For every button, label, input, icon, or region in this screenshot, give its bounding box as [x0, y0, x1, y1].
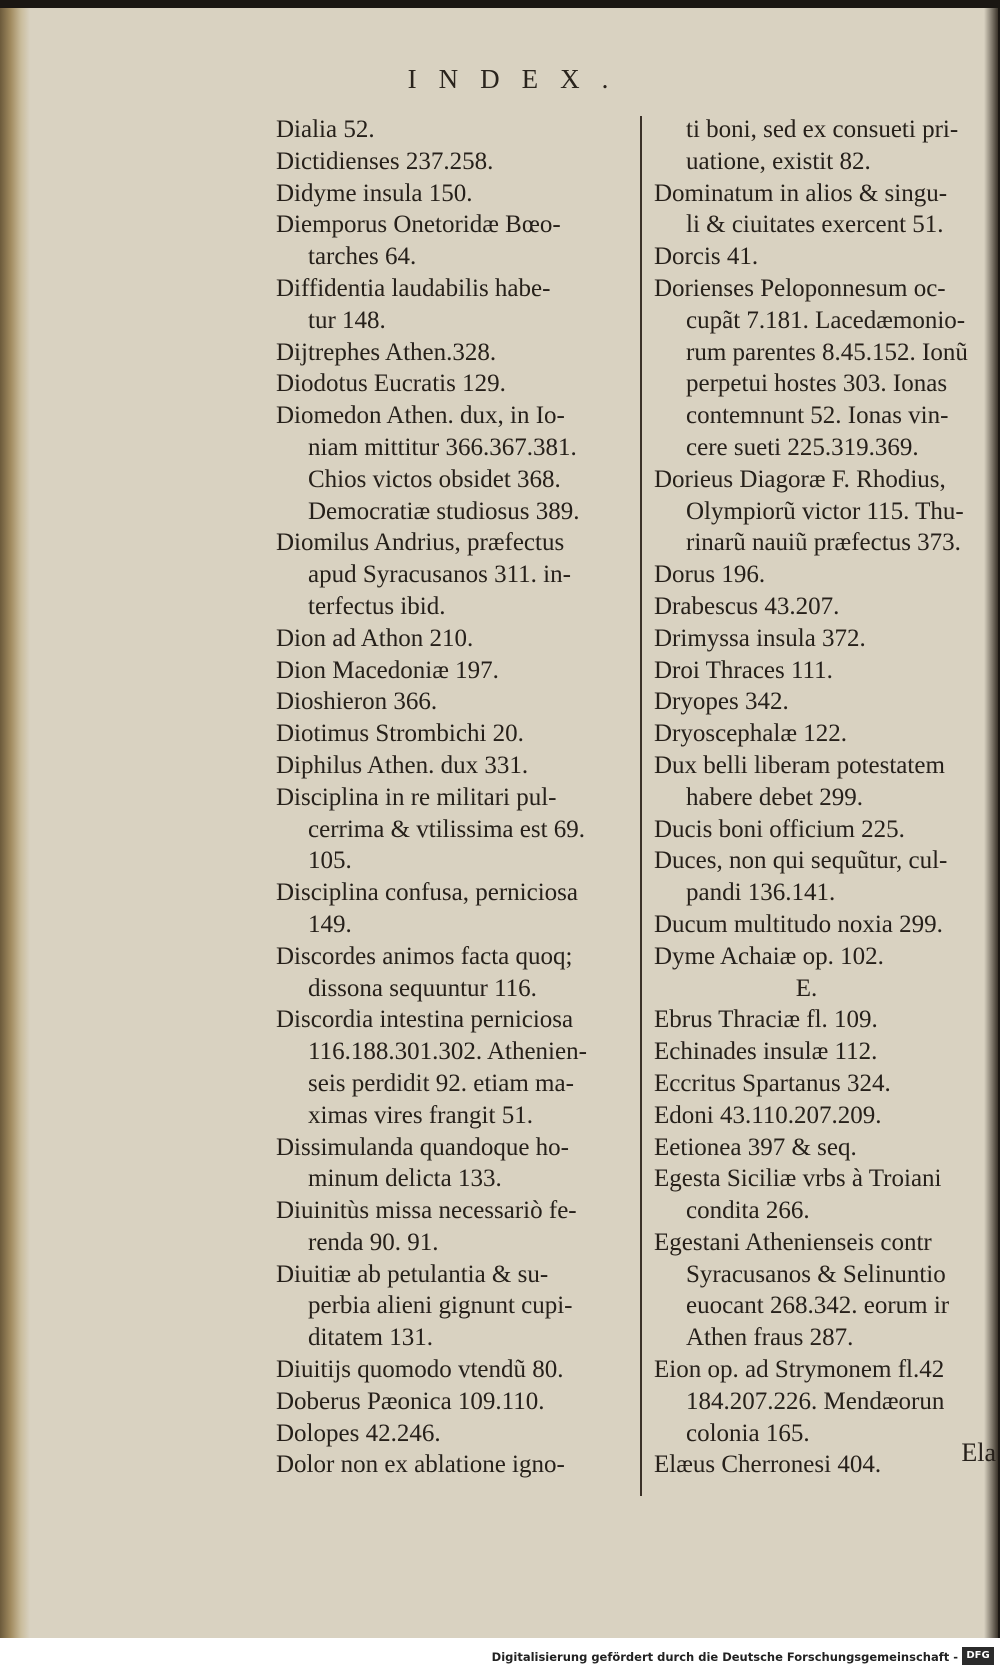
index-entry-line: Egesta Siciliæ vrbs à Troiani — [654, 1165, 942, 1193]
index-entry-line: Didyme insula 150. — [276, 179, 473, 207]
index-entry-line: Dijtrephes Athen.328. — [276, 338, 497, 366]
section-letter: E. — [795, 974, 818, 1002]
index-entry-line: colonia 165. — [686, 1419, 810, 1447]
index-entry-line: cupãt 7.181. Lacedæmonio- — [686, 306, 966, 334]
index-entry-line: Dictidienses 237.258. — [276, 147, 494, 175]
index-entry-line: ditatem 131. — [308, 1324, 433, 1352]
index-entry-line: contemnunt 52. Ionas vin- — [686, 402, 949, 430]
index-entry-line: Doberus Pæonica 109.110. — [276, 1387, 545, 1415]
index-entry-line: 105. — [308, 847, 352, 875]
index-entry-line: renda 90. 91. — [308, 1228, 439, 1256]
index-entry-line: pandi 136.141. — [686, 879, 836, 907]
index-entry-line: Ducum multitudo noxia 299. — [654, 910, 943, 938]
index-entry-line: Discordes animos facta quoq; — [276, 942, 573, 970]
index-entry-line: Dissimulanda quandoque ho- — [276, 1133, 570, 1161]
index-entry-line: Eetionea 397 & seq. — [654, 1133, 857, 1161]
index-entry-line: tur 148. — [308, 306, 386, 334]
index-entry-line: Echinades insulæ 112. — [654, 1038, 878, 1066]
index-entry-line: Dion Macedoniæ 197. — [276, 656, 499, 684]
index-entry-line: Diuitiæ ab petulantia & su- — [276, 1260, 549, 1288]
index-entry-line: Dioshieron 366. — [276, 688, 438, 716]
index-entry-line: Dolopes 42.246. — [276, 1419, 441, 1447]
index-entry-line: 116.188.301.302. Athenien- — [308, 1038, 587, 1066]
index-entry-line: niam mittitur 366.367.381. — [308, 433, 577, 461]
index-entry-line: Diodotus Eucratis 129. — [276, 370, 506, 398]
index-entry-line: Ebrus Thraciæ fl. 109. — [654, 1006, 878, 1034]
index-entry-line: Dialia 52. — [276, 116, 375, 143]
index-entry-line: Diffidentia laudabilis habe- — [276, 274, 551, 302]
index-entry-line: Disciplina in re militari pul- — [276, 783, 557, 811]
index-entry-line: ximas vires frangit 51. — [308, 1101, 533, 1129]
index-entry-line: Disciplina confusa, perniciosa — [276, 879, 578, 907]
index-entry-line: Olympiorũ victor 115. Thu- — [686, 497, 964, 525]
index-entry-line: Ducis boni officium 225. — [654, 815, 905, 843]
index-entry-line: Dominatum in alios & singu- — [654, 179, 948, 207]
book-spine — [0, 8, 30, 1638]
index-entry-line: Drabescus 43.207. — [654, 592, 840, 620]
index-entry-line: Syracusanos & Selinuntio — [686, 1260, 946, 1288]
index-entry-line: Eccritus Spartanus 324. — [654, 1069, 891, 1097]
index-entry-line: Diomedon Athen. dux, in Io- — [276, 402, 565, 430]
index-entry-line: apud Syracusanos 311. in- — [308, 561, 571, 589]
index-entry-line: Droi Thraces 111. — [654, 656, 833, 684]
index-entry-line: Dion ad Athon 210. — [276, 624, 474, 652]
index-entry-line: Diemporus Onetoridæ Bœo- — [276, 211, 561, 239]
index-entry-line: condita 266. — [686, 1197, 810, 1225]
dfg-logo: DFG — [962, 1647, 994, 1665]
page-header — [0, 64, 998, 95]
index-entry-line: Elæus Cherronesi 404. — [654, 1451, 882, 1479]
column-divider — [640, 116, 642, 1496]
catchword: Ela — [961, 1438, 996, 1467]
index-entry-line: Duces, non qui sequũtur, cul- — [654, 847, 948, 875]
index-entry-line: Dorienses Peloponnesum oc- — [654, 274, 946, 302]
index-entry-line: seis perdidit 92. etiam ma- — [308, 1069, 574, 1097]
digitization-footer — [0, 1638, 1000, 1679]
index-entry-line: euocant 268.342. eorum ir — [686, 1292, 950, 1320]
index-entry-line: Eion op. ad Strymonem fl.42 — [654, 1356, 945, 1384]
index-entry-line: Dorcis 41. — [654, 243, 759, 271]
index-entry-line: perbia alieni gignunt cupi- — [308, 1292, 573, 1320]
index-entry-line: Dryopes 342. — [654, 688, 789, 716]
index-entry-line: Diuitijs quomodo vtendũ 80. — [276, 1356, 564, 1384]
index-entry-line: Dorus 196. — [654, 561, 766, 589]
index-entry-line: Athen fraus 287. — [686, 1324, 854, 1352]
index-entry-line: Diomilus Andrius, præfectus — [276, 529, 565, 557]
index-entry-line: tarches 64. — [308, 243, 417, 271]
index-entry-line: Drimyssa insula 372. — [654, 624, 866, 652]
index-entry-line: habere debet 299. — [686, 783, 864, 811]
index-entry-line: Dolor non ex ablatione igno- — [276, 1451, 565, 1479]
index-entry-line: Edoni 43.110.207.209. — [654, 1101, 882, 1129]
index-entry-line: 149. — [308, 910, 352, 938]
index-title: INDEX. — [407, 64, 631, 94]
index-entry-line: rum parentes 8.45.152. Ionũ — [686, 338, 968, 366]
index-entry-line: Diuinitùs missa necessariò fe- — [276, 1197, 577, 1225]
index-entry-line: rinarũ nauiũ præfectus 373. — [686, 529, 961, 557]
index-entry-line: perpetui hostes 303. Ionas — [686, 370, 948, 398]
index-entry-line: Chios victos obsidet 368. — [308, 465, 561, 493]
index-entry-line: cerrima & vtilissima est 69. — [308, 815, 586, 843]
index-entry-line: Dyme Achaiæ op. 102. — [654, 942, 884, 970]
index-entry-line: li & ciuitates exercent 51. — [686, 211, 944, 239]
index-entry-line: Dorieus Diagoræ F. Rhodius, — [654, 465, 946, 493]
index-column-right — [654, 114, 999, 1481]
index-entry-line: ti boni, sed ex consueti pri- — [686, 116, 959, 143]
index-entry-line: cere sueti 225.319.369. — [686, 433, 919, 461]
index-entry-line: Diphilus Athen. dux 331. — [276, 751, 529, 779]
book-page — [0, 8, 998, 1638]
index-entry-line: terfectus ibid. — [308, 592, 446, 620]
index-entry-line: Diotimus Strombichi 20. — [276, 720, 524, 748]
index-entry-line: Democratiæ studiosus 389. — [308, 497, 580, 525]
index-entry-line: 184.207.226. Mendæorun — [686, 1387, 945, 1415]
funding-credit: Digitalisierung gefördert durch die Deutsche Forschungsgemeinschaft - — [491, 1650, 958, 1664]
index-entry-line: dissona sequuntur 116. — [308, 974, 537, 1002]
index-column-left — [276, 114, 632, 1481]
index-entry-line: Dux belli liberam potestatem — [654, 751, 945, 779]
index-entry-line: Dryoscephalæ 122. — [654, 720, 848, 748]
index-entry-line: uatione, existit 82. — [686, 147, 871, 175]
index-entry-line: Egestani Athenienseis contr — [654, 1228, 932, 1256]
index-entry-line: Discordia intestina perniciosa — [276, 1006, 574, 1034]
index-entry-line: minum delicta 133. — [308, 1165, 502, 1193]
